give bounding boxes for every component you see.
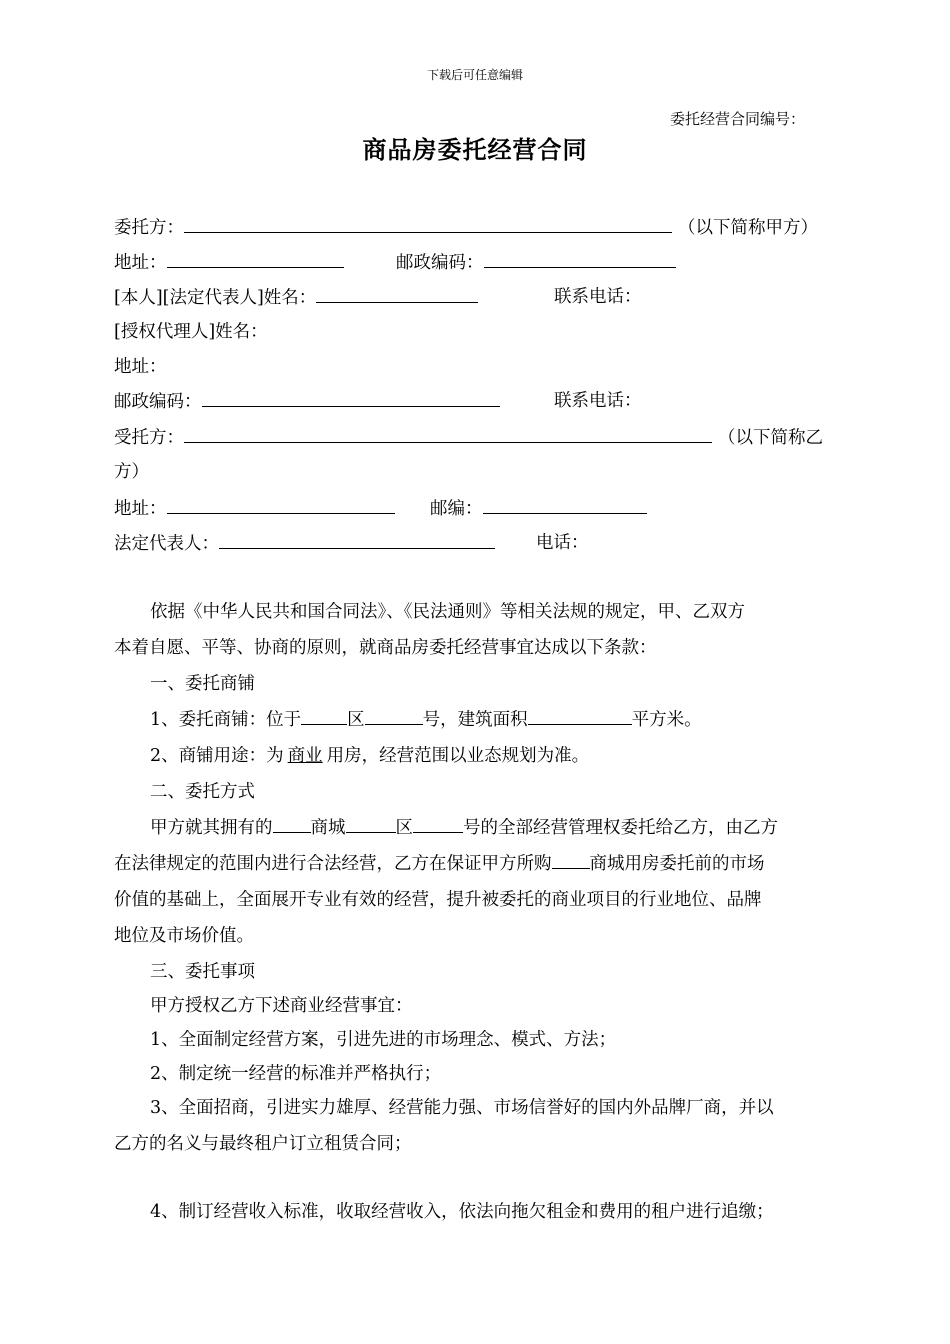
intro-line-2: 本着自愿、平等、协商的原则，就商品房委托经营事宜达成以下条款：	[114, 638, 657, 658]
postcode1-row	[396, 249, 676, 275]
clause-3-2: 2、制定统一经营的标准并严格执行；	[150, 1064, 442, 1084]
address1-row	[114, 249, 344, 275]
postcode2-row	[114, 388, 500, 414]
clause-3-3-line-1: 3、全面招商，引进实力雄厚、经营能力强、市场信誉好的国内外品牌厂商，并以	[150, 1098, 774, 1118]
district2-blank	[346, 814, 396, 833]
clause-1-1-b: 区	[347, 710, 365, 730]
number2-blank	[413, 814, 463, 833]
clause-2-line2-a: 在法律规定的范围内进行合法经营，乙方在保证甲方所购	[114, 854, 552, 874]
principal-blank	[184, 214, 672, 233]
legal-rep-label: 法定代表人：	[114, 534, 219, 554]
address3-blank	[167, 495, 395, 514]
address3-label: 地址：	[114, 499, 167, 519]
document-title: 商品房委托经营合同	[362, 135, 588, 164]
clause-1-1	[150, 702, 702, 738]
clause-1-2-b: 用房，经营范围以业态规划为准。	[326, 746, 590, 766]
clause-2-d: 号的全部经营管理权委托给乙方，由乙方	[463, 818, 778, 838]
principal-suffix: （以下简称甲方）	[678, 218, 818, 238]
header-note: 下载后可任意编辑	[426, 68, 523, 82]
address1-label: 地址：	[114, 253, 167, 273]
phone3-label: 电话：	[536, 533, 589, 553]
trustee-suffix: （以下简称乙	[718, 428, 823, 448]
principal-label: 委托方：	[114, 218, 184, 238]
intro-line-1: 依据《中华人民共和国合同法》、《民法通则》等相关法规的规定，甲、乙双方	[150, 602, 745, 622]
address2-label: 地址：	[114, 357, 167, 377]
clause-3-4: 4、制订经营收入标准，收取经营收入，依法向拖欠租金和费用的租户进行追缴；	[150, 1202, 774, 1222]
clause-1-2-a: 2、商铺用途：为	[150, 746, 284, 766]
trustee-row	[114, 424, 823, 450]
postcode1-label: 邮政编码：	[396, 253, 484, 273]
agent-label: [授权代理人]姓名：	[114, 322, 268, 342]
trustee-label: 受托方：	[114, 428, 184, 448]
mall-blank	[273, 814, 311, 833]
postcode1-blank	[484, 249, 676, 268]
clause-2-a: 甲方就其拥有的	[150, 818, 273, 838]
clause-1-1-d: 平方米。	[631, 710, 702, 730]
mall2-blank	[552, 850, 590, 869]
clause-2-line-3: 价值的基础上，全面展开专业有效的经营，提升被委托的商业项目的行业地位、品牌	[114, 890, 762, 910]
rep-label: [本人][法定代表人]姓名：	[114, 288, 317, 308]
clause-2-line2-b: 商城用房委托前的市场	[589, 854, 765, 874]
clause-1-1-c: 号，建筑面积	[422, 710, 528, 730]
postcode3-row	[430, 495, 647, 521]
clause-3-intro: 甲方授权乙方下述商业经营事宜：	[150, 996, 413, 1016]
address3-row	[114, 495, 395, 521]
clause-2-line-4: 地位及市场价值。	[114, 926, 254, 946]
section-3-heading: 三、委托事项	[150, 962, 255, 982]
trustee-blank	[184, 424, 712, 443]
postcode3-blank	[483, 495, 647, 514]
legal-rep-blank	[219, 530, 495, 549]
legal-rep-row	[114, 530, 495, 556]
contract-number-label: 委托经营合同编号：	[670, 110, 806, 128]
area-blank	[528, 706, 632, 725]
clause-1-2	[150, 738, 589, 774]
phone1-label: 联系电话：	[554, 287, 642, 307]
trustee-suffix-cont: 方）	[114, 462, 149, 482]
section-2-heading: 二、委托方式	[150, 782, 255, 802]
address1-blank	[167, 249, 344, 268]
section-1-heading: 一、委托商铺	[150, 674, 255, 694]
clause-2-c: 区	[395, 818, 413, 838]
rep-row	[114, 284, 478, 310]
clause-2-b: 商城	[310, 818, 346, 838]
phone2-label: 联系电话：	[554, 391, 642, 411]
postcode3-label: 邮编：	[430, 499, 483, 519]
district-blank	[301, 706, 347, 725]
postcode2-label: 邮政编码：	[114, 392, 202, 412]
clause-1-1-a: 1、委托商铺：位于	[150, 710, 302, 730]
number-blank	[365, 706, 423, 725]
clause-2-line-2	[114, 846, 765, 882]
rep-blank	[316, 284, 478, 303]
principal-row	[114, 214, 818, 240]
use-value: 商业	[287, 746, 323, 766]
clause-2-line-1	[150, 810, 778, 846]
clause-3-1: 1、全面制定经营方案，引进先进的市场理念、模式、方法；	[150, 1030, 617, 1050]
postcode2-blank	[202, 388, 500, 407]
clause-3-3-line-2: 乙方的名义与最终租户订立租赁合同；	[114, 1134, 412, 1154]
